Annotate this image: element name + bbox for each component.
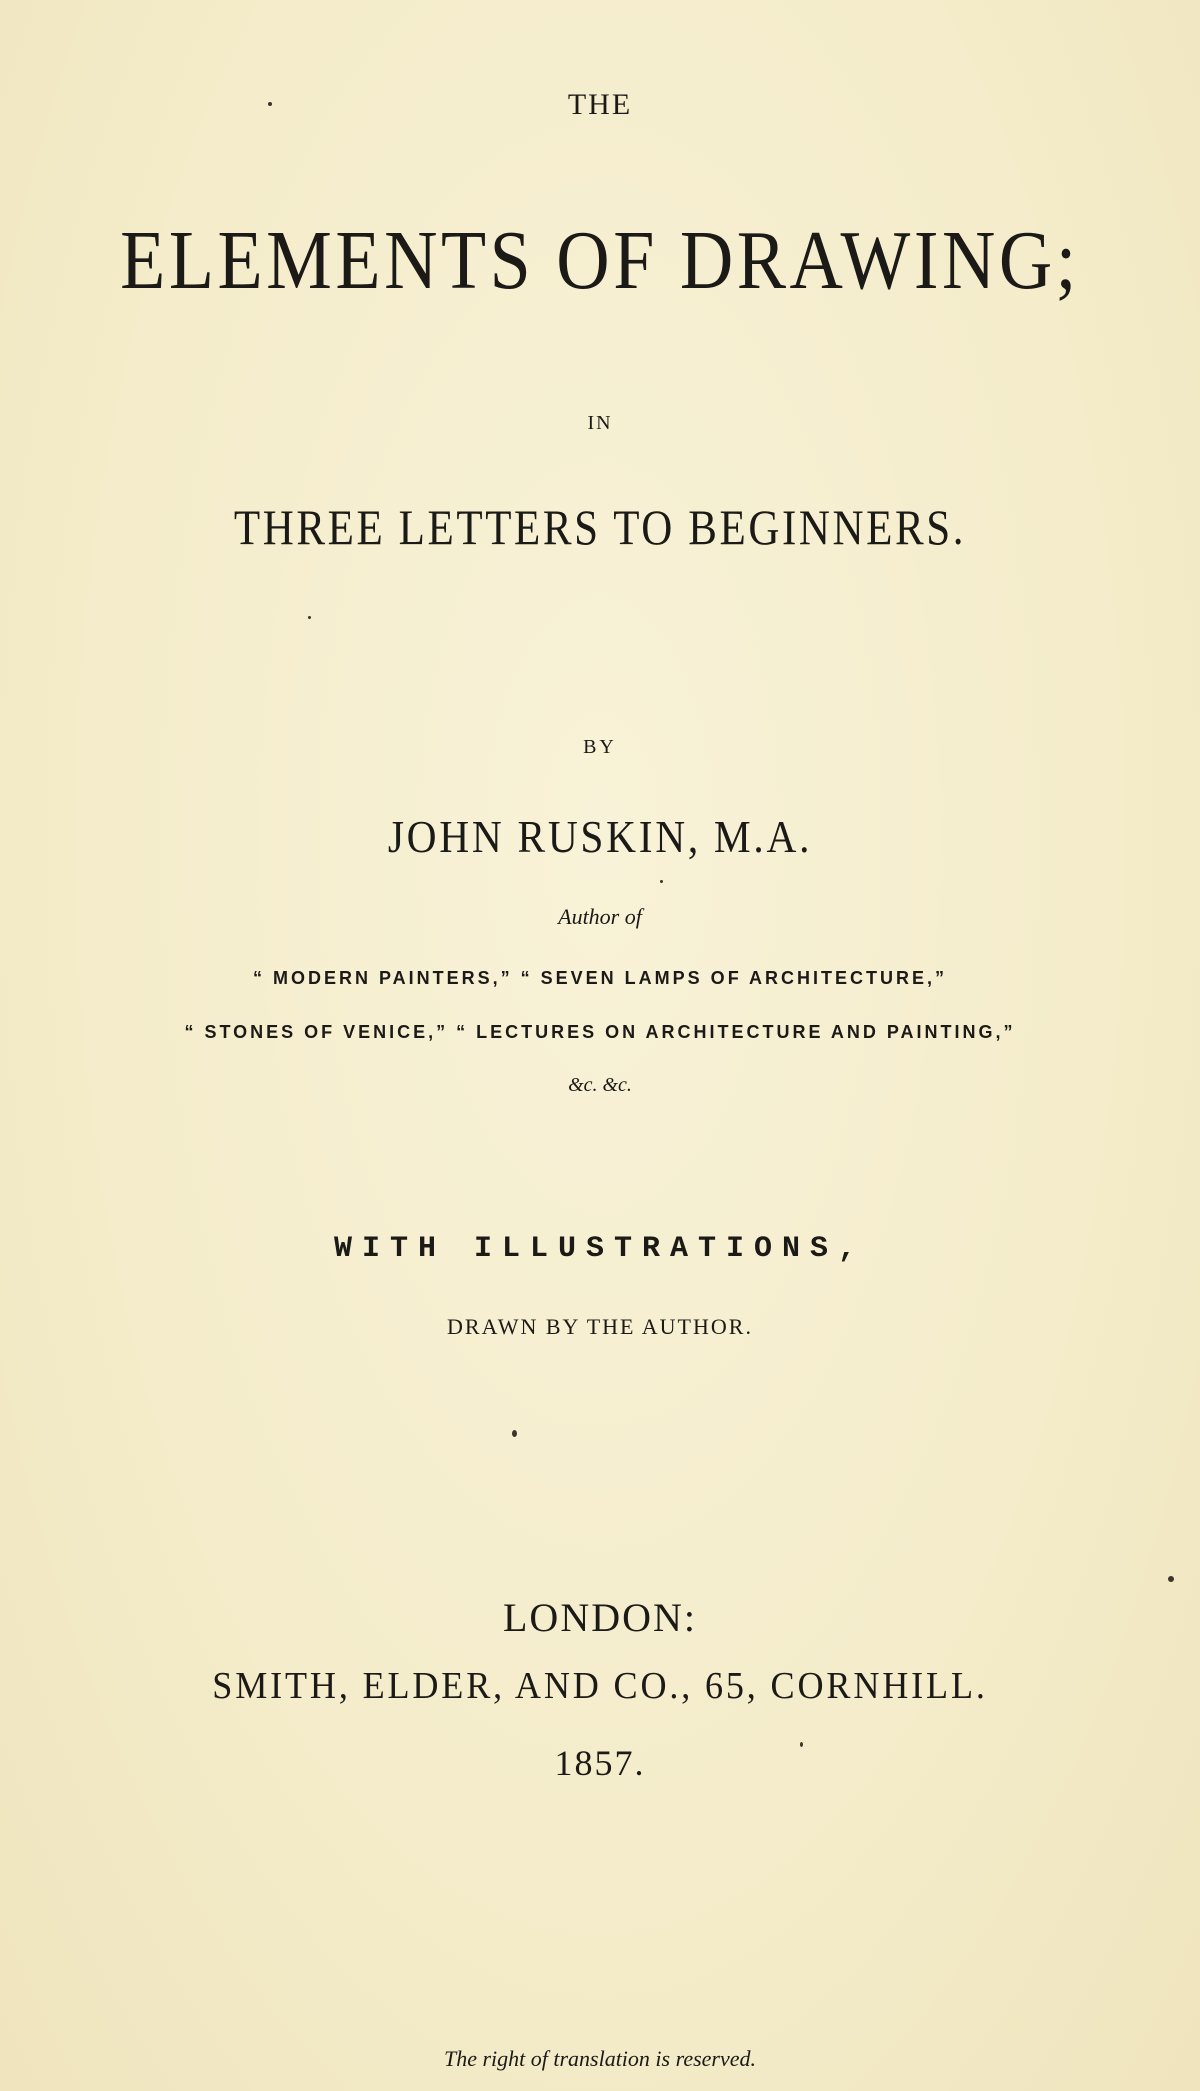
- by-label: BY: [583, 736, 617, 758]
- book-subtitle: THREE LETTERS TO BEGINNERS.: [233, 499, 967, 555]
- paper-speck: [308, 616, 311, 619]
- title-connector: IN: [587, 412, 613, 434]
- title-prefix: THE: [567, 88, 633, 121]
- paper-speck: [268, 102, 272, 106]
- author-of-label: Author of: [558, 904, 642, 929]
- other-works-line-1: “ MODERN PAINTERS,” “ SEVEN LAMPS OF ARCHITECTURE,”: [252, 968, 948, 988]
- paper-speck: [512, 1430, 517, 1437]
- illustrations-note: WITH ILLUSTRATIONS,: [333, 1232, 867, 1266]
- drawn-by-note: DRAWN BY THE AUTHOR.: [447, 1314, 753, 1339]
- author-name: JOHN RUSKIN, M.A.: [387, 811, 813, 862]
- paper-speck: [660, 880, 663, 883]
- rights-notice: The right of translation is reserved.: [443, 2046, 757, 2071]
- other-works-line-2: “ STONES OF VENICE,” “ LECTURES ON ARCHITECTURE AND PAINTING,”: [184, 1022, 1016, 1042]
- paper-speck: [1168, 1576, 1174, 1582]
- paper-speck: [800, 1742, 803, 1747]
- et-cetera: &c. &c.: [568, 1074, 632, 1096]
- publication-city: LONDON:: [503, 1595, 697, 1640]
- publisher: SMITH, ELDER, AND CO., 65, CORNHILL.: [212, 1665, 988, 1707]
- publication-year: 1857.: [554, 1743, 646, 1783]
- book-title: ELEMENTS OF DRAWING;: [120, 214, 1080, 307]
